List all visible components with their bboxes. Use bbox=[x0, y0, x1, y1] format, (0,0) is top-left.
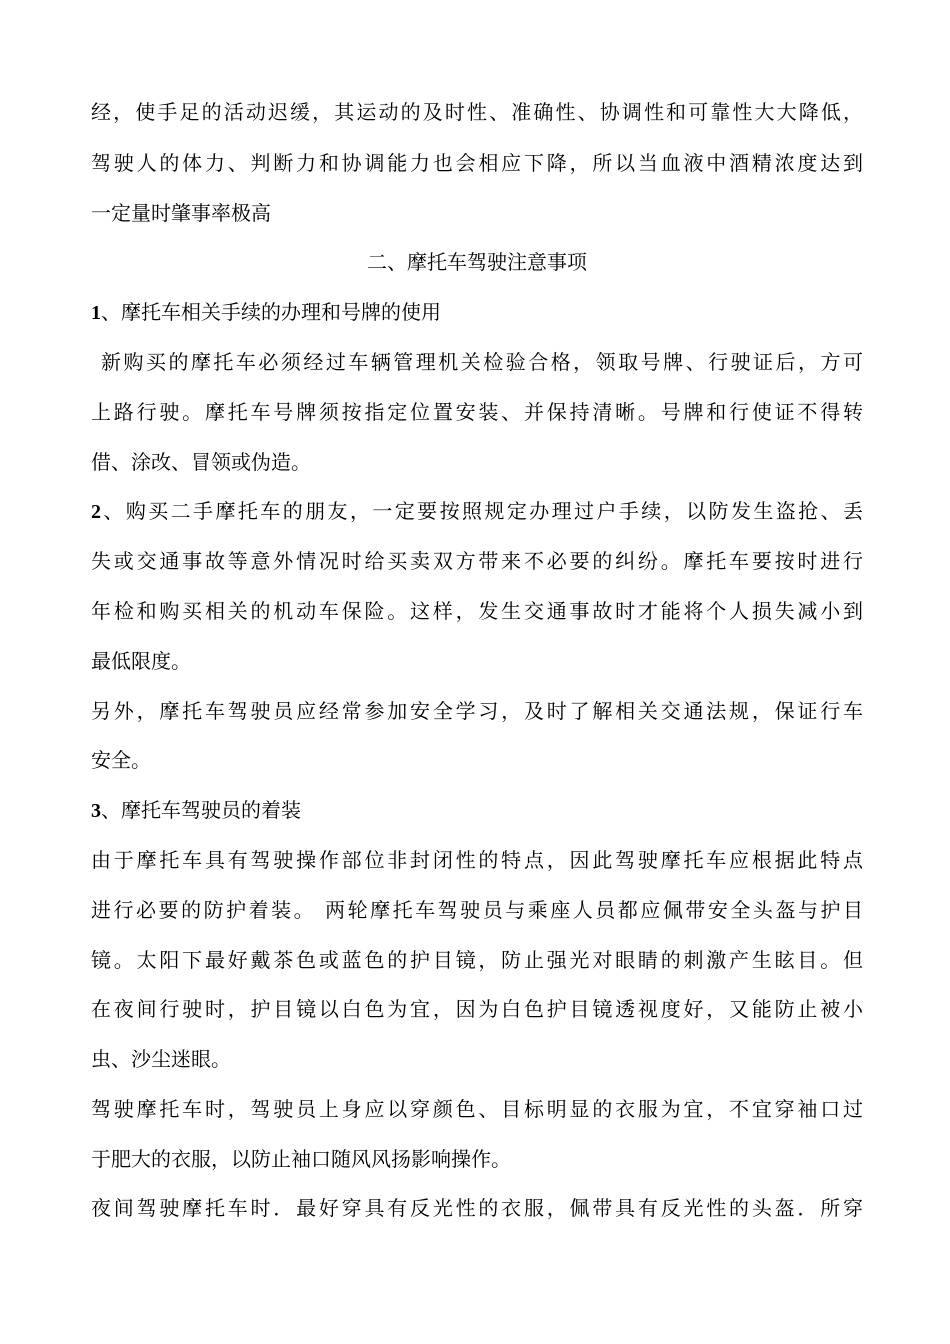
body-text-line: 进行必要的防护着装。 两轮摩托车驾驶员与乘座人员都应佩带安全头盔与护目 bbox=[91, 898, 863, 922]
body-text-line: 安全。 bbox=[91, 748, 151, 772]
body-text-line: 一定量时肇事率极高 bbox=[91, 201, 271, 225]
body-text-line: 虫、沙尘迷眼。 bbox=[91, 1047, 231, 1071]
subheading-number: 1 bbox=[91, 302, 101, 324]
body-text-line: 经，使手足的活动迟缓，其运动的及时性、准确性、协调性和可靠性大大降低， bbox=[91, 100, 863, 124]
numbered-paragraph-2 bbox=[91, 497, 863, 526]
body-text-line: 由于摩托车具有驾驶操作部位非封闭性的特点，因此驾驶摩托车应根据此特点 bbox=[91, 848, 863, 872]
body-text-line: 上路行驶。摩托车号牌须按指定位置安装、并保持清晰。号牌和行使证不得转 bbox=[91, 400, 863, 424]
body-text-line: 最低限度。 bbox=[91, 649, 191, 673]
body-text-line: 驾驶摩托车时，驾驶员上身应以穿颜色、目标明显的衣服为宜，不宜穿袖口过 bbox=[91, 1097, 863, 1121]
body-text-line: 失或交通事故等意外情况时给买卖双方带来不必要的纠纷。摩托车要按时进行 bbox=[91, 549, 863, 573]
subheading-number: 3 bbox=[91, 800, 101, 822]
body-text-line: 另外，摩托车驾驶员应经常参加安全学习，及时了解相关交通法规，保证行车 bbox=[91, 699, 863, 723]
section-heading: 二、摩托车驾驶注意事项 bbox=[367, 250, 587, 274]
subheading-text: 、摩托车驾驶员的着装 bbox=[101, 798, 301, 822]
body-text-line: 在夜间行驶时，护目镜以白色为宜，因为白色护目镜透视度好，又能防止被小 bbox=[91, 997, 863, 1021]
body-text-line: 年检和购买相关的机动车保险。这样，发生交通事故时才能将个人损失减小到 bbox=[91, 599, 863, 623]
subheading-3 bbox=[91, 796, 863, 825]
body-text-line: 驾驶人的体力、判断力和协调能力也会相应下降，所以当血液中酒精浓度达到 bbox=[91, 151, 863, 175]
body-text-line: 新购买的摩托车必须经过车辆管理机关检验合格，领取号牌、行驶证后，方可 bbox=[101, 350, 863, 374]
paragraph-number: 2 bbox=[91, 501, 101, 523]
paragraph-text: 、购买二手摩托车的朋友，一定要按照规定办理过户手续，以防发生盗抢、丢 bbox=[101, 499, 863, 523]
subheading-1 bbox=[91, 298, 863, 327]
body-text-line: 于肥大的衣服，以防止袖口随风风扬影响操作。 bbox=[91, 1147, 511, 1171]
body-text-line: 夜间驾驶摩托车时．最好穿具有反光性的衣服，佩带具有反光性的头盔．所穿 bbox=[91, 1196, 863, 1220]
subheading-text: 、摩托车相关手续的办理和号牌的使用 bbox=[101, 300, 441, 324]
body-text-line: 镜。太阳下最好戴茶色或蓝色的护目镜，防止强光对眼睛的刺激产生眩目。但 bbox=[91, 948, 863, 972]
body-text-line: 借、涂改、冒领或伪造。 bbox=[91, 450, 311, 474]
